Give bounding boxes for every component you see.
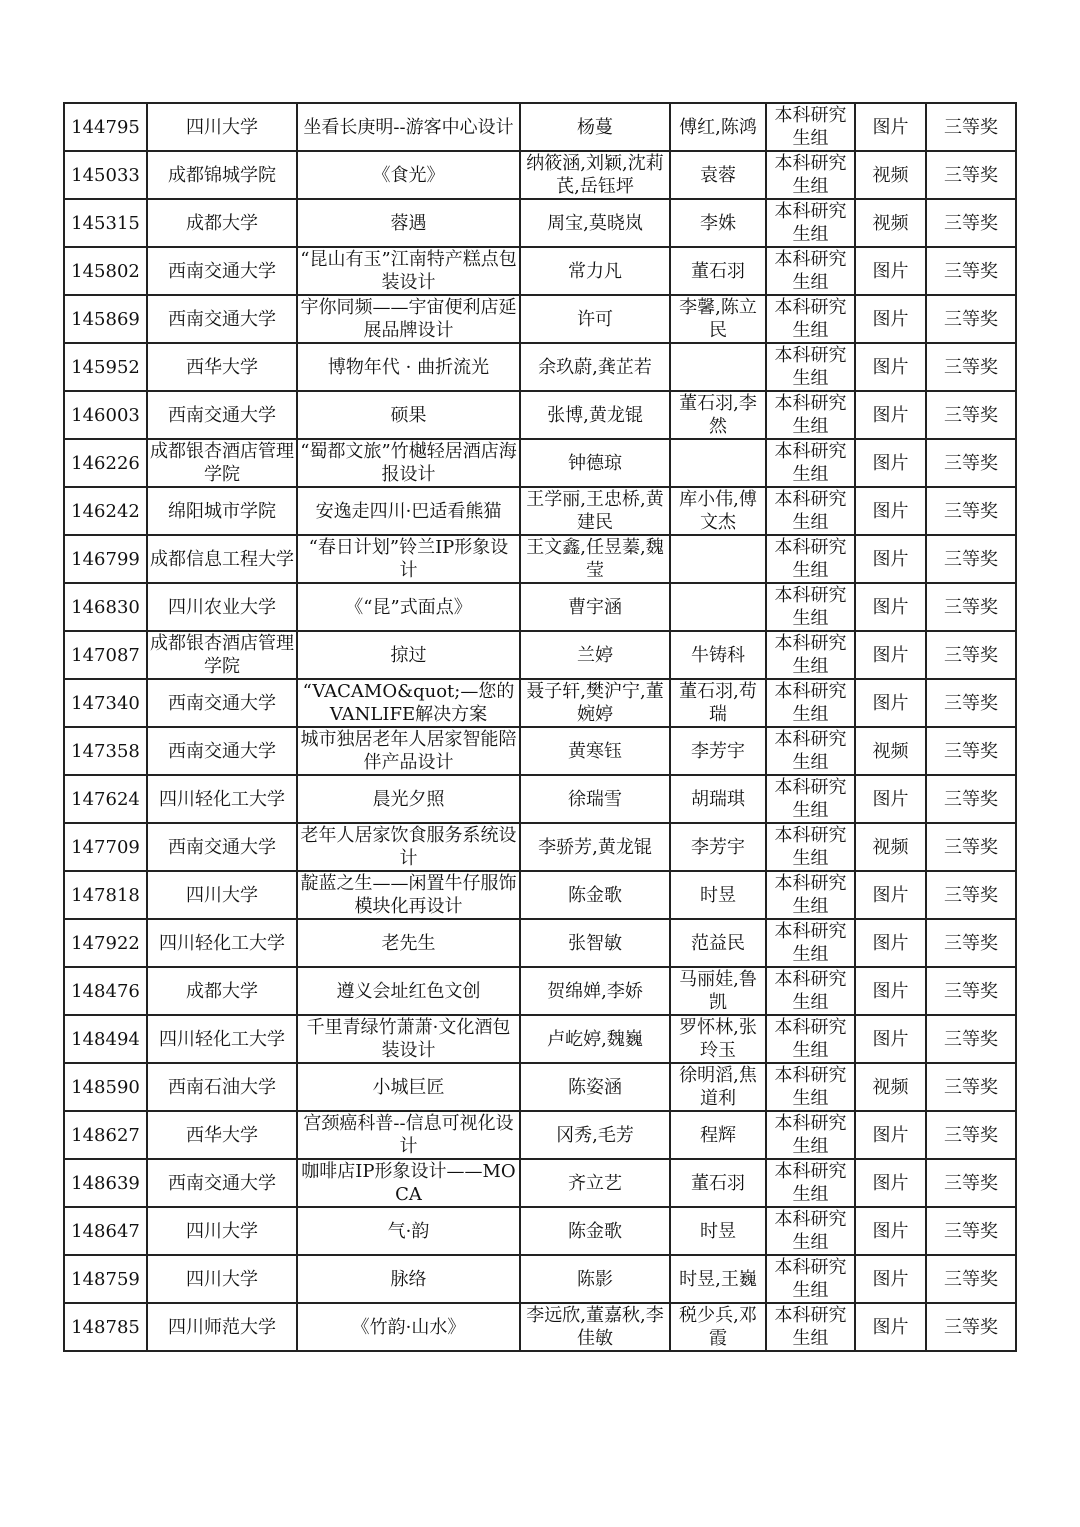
authors-cell: 贺绵婵,李娇 [520,967,670,1015]
school-cell: 西南交通大学 [147,1159,297,1207]
authors-cell: 聂子轩,樊沪宁,董婉婷 [520,679,670,727]
award-cell: 三等奖 [926,1111,1016,1159]
authors-cell: 冈秀,毛芳 [520,1111,670,1159]
authors-cell: 陈金歌 [520,1207,670,1255]
work-title-cell: 气·韵 [297,1207,520,1255]
advisors-cell: 范益民 [670,919,766,967]
advisors-cell [670,583,766,631]
entry-id-cell: 148759 [64,1255,147,1303]
entry-id-cell: 148494 [64,1015,147,1063]
school-cell: 四川大学 [147,1255,297,1303]
advisors-cell: 胡瑞琪 [670,775,766,823]
authors-cell: 杨蔓 [520,103,670,151]
table-row [64,103,1016,151]
authors-cell: 黄寒钰 [520,727,670,775]
authors-cell: 卢屹婷,魏巍 [520,1015,670,1063]
entry-id-cell: 145802 [64,247,147,295]
advisors-cell: 傅红,陈鸿 [670,103,766,151]
award-cell: 三等奖 [926,535,1016,583]
school-cell: 西南交通大学 [147,727,297,775]
work-title-cell: 《“昆”式面点》 [297,583,520,631]
category-cell: 图片 [855,631,926,679]
table-row [64,919,1016,967]
category-cell: 图片 [855,679,926,727]
work-title-cell: 遵义会址红色文创 [297,967,520,1015]
award-cell: 三等奖 [926,1255,1016,1303]
entry-id-cell: 145033 [64,151,147,199]
work-title-cell: “春日计划”铃兰IP形象设计 [297,535,520,583]
category-cell: 图片 [855,535,926,583]
group-cell: 本科研究生组 [766,1111,855,1159]
category-cell: 视频 [855,727,926,775]
table-row [64,1015,1016,1063]
table-row [64,775,1016,823]
school-cell: 西南石油大学 [147,1063,297,1111]
table-row [64,199,1016,247]
table-row [64,967,1016,1015]
entry-id-cell: 147709 [64,823,147,871]
school-cell: 西南交通大学 [147,295,297,343]
work-title-cell: 安逸走四川·巴适看熊猫 [297,487,520,535]
entry-id-cell: 146226 [64,439,147,487]
school-cell: 绵阳城市学院 [147,487,297,535]
authors-cell: 陈姿涵 [520,1063,670,1111]
award-cell: 三等奖 [926,967,1016,1015]
category-cell: 图片 [855,583,926,631]
group-cell: 本科研究生组 [766,1303,855,1351]
award-cell: 三等奖 [926,1159,1016,1207]
award-cell: 三等奖 [926,247,1016,295]
school-cell: 成都大学 [147,199,297,247]
category-cell: 图片 [855,967,926,1015]
school-cell: 成都锦城学院 [147,151,297,199]
work-title-cell: 老年人居家饮食服务系统设计 [297,823,520,871]
table-row [64,1159,1016,1207]
work-title-cell: 宇你同频——宇宙便利店延展品牌设计 [297,295,520,343]
category-cell: 视频 [855,151,926,199]
authors-cell: 王文鑫,任昱蓁,魏莹 [520,535,670,583]
table-row [64,535,1016,583]
category-cell: 图片 [855,247,926,295]
award-cell: 三等奖 [926,199,1016,247]
table-row [64,247,1016,295]
work-title-cell: “蜀都文旅”竹樾轻居酒店海报设计 [297,439,520,487]
group-cell: 本科研究生组 [766,487,855,535]
category-cell: 图片 [855,1303,926,1351]
advisors-cell: 徐明滔,焦道利 [670,1063,766,1111]
authors-cell: 钟德琼 [520,439,670,487]
award-cell: 三等奖 [926,1015,1016,1063]
school-cell: 成都大学 [147,967,297,1015]
award-cell: 三等奖 [926,343,1016,391]
advisors-cell: 税少兵,邓霞 [670,1303,766,1351]
group-cell: 本科研究生组 [766,151,855,199]
school-cell: 四川轻化工大学 [147,919,297,967]
entry-id-cell: 145315 [64,199,147,247]
school-cell: 四川农业大学 [147,583,297,631]
school-cell: 四川轻化工大学 [147,1015,297,1063]
advisors-cell: 时昱 [670,871,766,919]
authors-cell: 陈金歌 [520,871,670,919]
group-cell: 本科研究生组 [766,103,855,151]
entry-id-cell: 147087 [64,631,147,679]
advisors-cell: 董石羽 [670,1159,766,1207]
entry-id-cell: 147922 [64,919,147,967]
entry-id-cell: 148476 [64,967,147,1015]
authors-cell: 齐立艺 [520,1159,670,1207]
table-row [64,487,1016,535]
group-cell: 本科研究生组 [766,583,855,631]
table-row [64,631,1016,679]
group-cell: 本科研究生组 [766,919,855,967]
authors-cell: 周宝,莫晓岚 [520,199,670,247]
category-cell: 图片 [855,871,926,919]
group-cell: 本科研究生组 [766,295,855,343]
category-cell: 图片 [855,1255,926,1303]
group-cell: 本科研究生组 [766,1255,855,1303]
school-cell: 成都信息工程大学 [147,535,297,583]
entry-id-cell: 147818 [64,871,147,919]
group-cell: 本科研究生组 [766,1015,855,1063]
school-cell: 西南交通大学 [147,679,297,727]
advisors-cell [670,343,766,391]
advisors-cell: 牛铸科 [670,631,766,679]
advisors-cell: 程辉 [670,1111,766,1159]
table-row [64,151,1016,199]
entry-id-cell: 148785 [64,1303,147,1351]
table-row [64,1303,1016,1351]
school-cell: 四川大学 [147,871,297,919]
category-cell: 图片 [855,1207,926,1255]
authors-cell: 李远欣,董嘉秋,李佳敏 [520,1303,670,1351]
category-cell: 图片 [855,391,926,439]
category-cell: 视频 [855,823,926,871]
work-title-cell: 老先生 [297,919,520,967]
entry-id-cell: 146242 [64,487,147,535]
award-cell: 三等奖 [926,1207,1016,1255]
work-title-cell: 博物年代 · 曲折流光 [297,343,520,391]
entry-id-cell: 145952 [64,343,147,391]
authors-cell: 许可 [520,295,670,343]
advisors-cell: 罗怀林,张玲玉 [670,1015,766,1063]
award-cell: 三等奖 [926,679,1016,727]
entry-id-cell: 148639 [64,1159,147,1207]
table-row [64,1063,1016,1111]
award-cell: 三等奖 [926,487,1016,535]
award-cell: 三等奖 [926,871,1016,919]
authors-cell: 兰婷 [520,631,670,679]
group-cell: 本科研究生组 [766,823,855,871]
entry-id-cell: 147358 [64,727,147,775]
advisors-cell: 库小伟,傅文杰 [670,487,766,535]
work-title-cell: 咖啡店IP形象设计——MOCA [297,1159,520,1207]
category-cell: 视频 [855,1063,926,1111]
work-title-cell: 掠过 [297,631,520,679]
school-cell: 四川大学 [147,103,297,151]
table-row [64,1111,1016,1159]
award-cell: 三等奖 [926,391,1016,439]
entry-id-cell: 147340 [64,679,147,727]
advisors-cell: 董石羽,苟瑞 [670,679,766,727]
award-cell: 三等奖 [926,1303,1016,1351]
table-row [64,583,1016,631]
group-cell: 本科研究生组 [766,967,855,1015]
table-row [64,1207,1016,1255]
entry-id-cell: 147624 [64,775,147,823]
award-cell: 三等奖 [926,583,1016,631]
work-title-cell: 脉络 [297,1255,520,1303]
award-cell: 三等奖 [926,823,1016,871]
entry-id-cell: 144795 [64,103,147,151]
category-cell: 图片 [855,103,926,151]
authors-cell: 张智敏 [520,919,670,967]
group-cell: 本科研究生组 [766,391,855,439]
entry-id-cell: 146799 [64,535,147,583]
entry-id-cell: 146830 [64,583,147,631]
work-title-cell: 《食光》 [297,151,520,199]
school-cell: 西南交通大学 [147,823,297,871]
work-title-cell: 《竹韵·山水》 [297,1303,520,1351]
entry-id-cell: 148647 [64,1207,147,1255]
authors-cell: 李骄芳,黄龙锟 [520,823,670,871]
advisors-cell [670,535,766,583]
table-row [64,1255,1016,1303]
table-row [64,823,1016,871]
table-body [64,103,1016,1351]
advisors-cell: 时昱 [670,1207,766,1255]
group-cell: 本科研究生组 [766,535,855,583]
award-cell: 三等奖 [926,727,1016,775]
work-title-cell: “昆山有玉”江南特产糕点包装设计 [297,247,520,295]
advisors-cell [670,439,766,487]
category-cell: 图片 [855,775,926,823]
group-cell: 本科研究生组 [766,439,855,487]
advisors-cell: 李馨,陈立民 [670,295,766,343]
entry-id-cell: 148627 [64,1111,147,1159]
advisors-cell: 马丽娃,鲁凯 [670,967,766,1015]
advisors-cell: 李芳宇 [670,823,766,871]
work-title-cell: 千里青绿竹萧萧·文化酒包装设计 [297,1015,520,1063]
award-cell: 三等奖 [926,1063,1016,1111]
table-row [64,439,1016,487]
award-cell: 三等奖 [926,631,1016,679]
authors-cell: 张博,黄龙锟 [520,391,670,439]
authors-cell: 徐瑞雪 [520,775,670,823]
group-cell: 本科研究生组 [766,1063,855,1111]
table-row [64,343,1016,391]
school-cell: 西南交通大学 [147,247,297,295]
group-cell: 本科研究生组 [766,631,855,679]
entry-id-cell: 145869 [64,295,147,343]
category-cell: 图片 [855,439,926,487]
table-row [64,871,1016,919]
work-title-cell: 宫颈癌科普--信息可视化设计 [297,1111,520,1159]
work-title-cell: “VACAMO&quot;—您的VANLIFE解决方案 [297,679,520,727]
award-cell: 三等奖 [926,151,1016,199]
group-cell: 本科研究生组 [766,871,855,919]
school-cell: 成都银杏酒店管理学院 [147,631,297,679]
authors-cell: 余玖蔚,龚芷若 [520,343,670,391]
work-title-cell: 蓉遇 [297,199,520,247]
table-row [64,391,1016,439]
category-cell: 图片 [855,1159,926,1207]
group-cell: 本科研究生组 [766,679,855,727]
entry-id-cell: 148590 [64,1063,147,1111]
category-cell: 图片 [855,1015,926,1063]
authors-cell: 曹宇涵 [520,583,670,631]
work-title-cell: 小城巨匠 [297,1063,520,1111]
table-row [64,679,1016,727]
advisors-cell: 袁蓉 [670,151,766,199]
advisors-cell: 李芳宇 [670,727,766,775]
table-row [64,727,1016,775]
work-title-cell: 城市独居老年人居家智能陪伴产品设计 [297,727,520,775]
school-cell: 四川师范大学 [147,1303,297,1351]
work-title-cell: 晨光夕照 [297,775,520,823]
entry-id-cell: 146003 [64,391,147,439]
award-cell: 三等奖 [926,295,1016,343]
school-cell: 西南交通大学 [147,391,297,439]
school-cell: 西华大学 [147,343,297,391]
category-cell: 图片 [855,919,926,967]
group-cell: 本科研究生组 [766,1207,855,1255]
category-cell: 图片 [855,1111,926,1159]
award-cell: 三等奖 [926,775,1016,823]
award-cell: 三等奖 [926,103,1016,151]
authors-cell: 王学丽,王忠桥,黄建民 [520,487,670,535]
group-cell: 本科研究生组 [766,199,855,247]
category-cell: 视频 [855,199,926,247]
group-cell: 本科研究生组 [766,775,855,823]
authors-cell: 常力凡 [520,247,670,295]
school-cell: 成都银杏酒店管理学院 [147,439,297,487]
award-cell: 三等奖 [926,919,1016,967]
group-cell: 本科研究生组 [766,343,855,391]
awards-table [63,102,1017,1352]
advisors-cell: 董石羽,李然 [670,391,766,439]
work-title-cell: 硕果 [297,391,520,439]
school-cell: 四川轻化工大学 [147,775,297,823]
group-cell: 本科研究生组 [766,1159,855,1207]
group-cell: 本科研究生组 [766,727,855,775]
school-cell: 西华大学 [147,1111,297,1159]
advisors-cell: 董石羽 [670,247,766,295]
advisors-cell: 时昱,王巍 [670,1255,766,1303]
authors-cell: 陈影 [520,1255,670,1303]
table-row [64,295,1016,343]
work-title-cell: 坐看长庚明--游客中心设计 [297,103,520,151]
category-cell: 图片 [855,343,926,391]
authors-cell: 纳筱涵,刘颖,沈莉芪,岳钰坪 [520,151,670,199]
advisors-cell: 李姝 [670,199,766,247]
category-cell: 图片 [855,487,926,535]
school-cell: 四川大学 [147,1207,297,1255]
work-title-cell: 靛蓝之生——闲置牛仔服饰模块化再设计 [297,871,520,919]
group-cell: 本科研究生组 [766,247,855,295]
category-cell: 图片 [855,295,926,343]
award-cell: 三等奖 [926,439,1016,487]
